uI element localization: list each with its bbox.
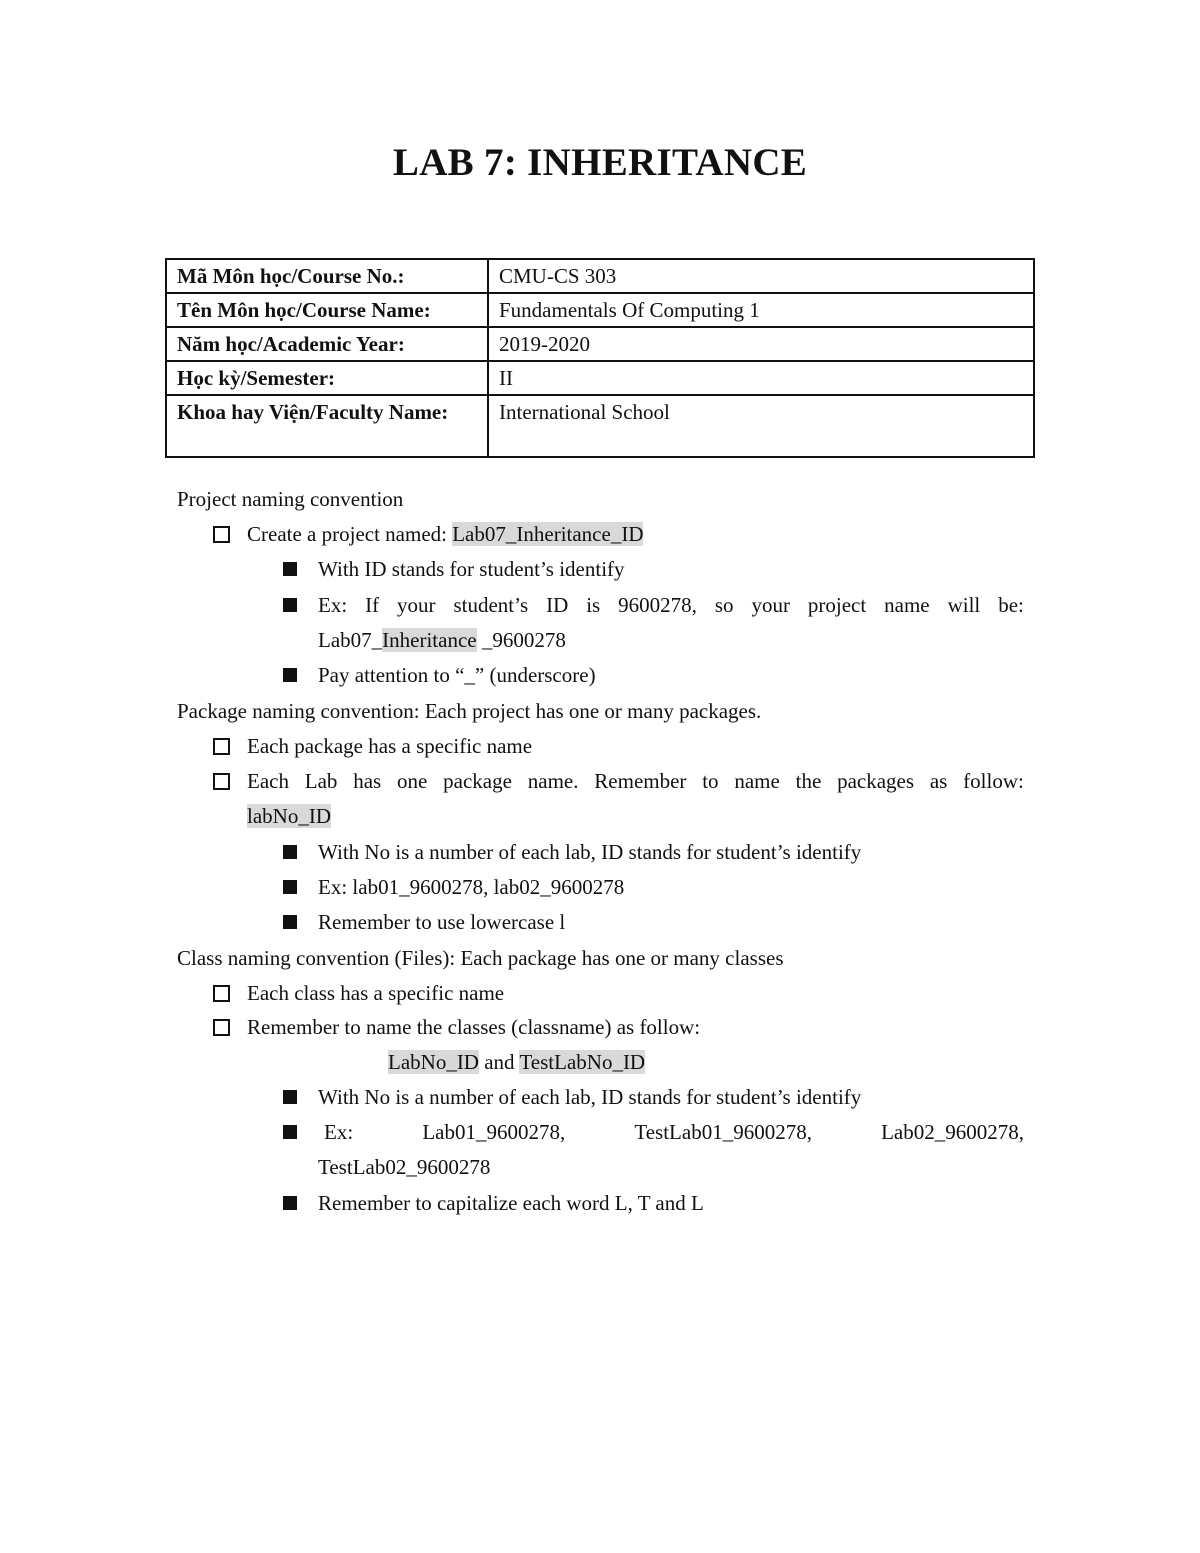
word: Ex: — [324, 1120, 354, 1144]
word: If — [365, 593, 380, 617]
list-item-continuation — [247, 799, 331, 834]
table-row — [166, 395, 1034, 457]
word: your — [397, 593, 436, 617]
table-row — [166, 259, 1034, 293]
word: name — [884, 593, 930, 617]
word: your — [751, 593, 790, 617]
table-row — [166, 361, 1034, 395]
word: Each — [247, 769, 289, 793]
list-item-text: Create a project named: — [247, 522, 453, 546]
word: package — [443, 769, 512, 793]
text: Lab07_ — [318, 628, 383, 652]
list-item: Remember to capitalize each word L, T and L — [318, 1191, 704, 1215]
word: name. — [527, 769, 579, 793]
word: one — [397, 769, 428, 793]
word: be: — [998, 593, 1024, 617]
class-name-pattern — [388, 1045, 645, 1080]
list-item: Pay attention to “_” (underscore) — [318, 663, 596, 687]
word: TestLab01_9600278, — [634, 1120, 812, 1144]
word: Ex: — [318, 593, 348, 617]
list-item — [324, 1115, 1024, 1150]
word: 9600278, — [618, 593, 697, 617]
list-item-continuation — [318, 623, 566, 658]
faculty-label: Khoa hay Viện/Faculty Name: — [166, 395, 488, 457]
list-item: Each package has a specific name — [247, 734, 533, 758]
section-heading-class: Class naming convention (Files): Each package has one or many classes — [177, 946, 784, 970]
square-bullet-icon — [283, 870, 297, 905]
word: will — [947, 593, 981, 617]
list-item: With No is a number of each lab, ID stands for student’s identify — [318, 840, 862, 864]
course-no-value: CMU-CS 303 — [488, 259, 1034, 293]
list-item: With No is a number of each lab, ID stands for student’s identify — [318, 1085, 862, 1109]
square-bullet-icon — [283, 658, 297, 693]
course-no-label: Mã Môn học/Course No.: — [166, 259, 488, 293]
word: has — [353, 769, 382, 793]
square-bullet-icon — [283, 588, 297, 623]
table-row — [166, 293, 1034, 327]
checkbox-bullet-icon — [213, 1010, 230, 1045]
word: the — [795, 769, 822, 793]
square-bullet-icon — [283, 552, 297, 587]
table-row — [166, 327, 1034, 361]
course-name-label: Tên Môn học/Course Name: — [166, 293, 488, 327]
faculty-value: International School — [488, 395, 1034, 457]
list-item — [247, 517, 643, 552]
highlight-text: TestLabNo_ID — [519, 1050, 646, 1074]
word: Lab01_9600278, — [422, 1120, 566, 1144]
list-item: With ID stands for student’s identify — [318, 557, 625, 581]
checkbox-bullet-icon — [213, 976, 230, 1011]
word: to — [702, 769, 719, 793]
word: Lab02_9600278, — [881, 1120, 1024, 1144]
highlight-text: LabNo_ID — [388, 1050, 479, 1074]
word: follow: — [963, 769, 1024, 793]
word: as — [929, 769, 948, 793]
list-item: Remember to name the classes (classname) as follow: — [247, 1015, 701, 1039]
checkbox-bullet-icon — [213, 729, 230, 764]
list-item: Remember to use lowercase l — [318, 910, 566, 934]
checkbox-bullet-icon — [213, 764, 230, 799]
checkbox-bullet-icon — [213, 517, 230, 552]
word: name — [734, 769, 780, 793]
square-bullet-icon — [283, 835, 297, 870]
list-item: Ex: lab01_9600278, lab02_9600278 — [318, 875, 625, 899]
section-heading-project: Project naming convention — [177, 487, 404, 511]
text: and — [478, 1050, 520, 1074]
academic-year-value: 2019-2020 — [488, 327, 1034, 361]
list-item-continuation: TestLab02_9600278 — [318, 1155, 491, 1179]
square-bullet-icon — [283, 1080, 297, 1115]
word: so — [714, 593, 734, 617]
word: ID — [546, 593, 569, 617]
highlight-text: Inheritance — [382, 628, 477, 652]
word: project — [807, 593, 867, 617]
word: Remember — [594, 769, 687, 793]
page-title: LAB 7: INHERITANCE — [392, 141, 808, 184]
square-bullet-icon — [283, 1115, 297, 1150]
word: is — [586, 593, 601, 617]
highlight-text: labNo_ID — [247, 804, 331, 828]
word: Lab — [304, 769, 338, 793]
semester-value: II — [488, 361, 1034, 395]
highlight-text: Lab07_Inheritance_ID — [452, 522, 644, 546]
course-name-value: Fundamentals Of Computing 1 — [488, 293, 1034, 327]
square-bullet-icon — [283, 1186, 297, 1221]
course-info-table — [165, 258, 1035, 458]
word: packages — [837, 769, 915, 793]
square-bullet-icon — [283, 905, 297, 940]
academic-year-label: Năm học/Academic Year: — [166, 327, 488, 361]
section-heading-package: Package naming convention: Each project has one or many packages. — [177, 699, 762, 723]
text: _9600278 — [476, 628, 566, 652]
list-item — [318, 588, 1024, 623]
list-item — [247, 764, 1024, 799]
list-item: Each class has a specific name — [247, 981, 505, 1005]
word: student’s — [453, 593, 529, 617]
semester-label: Học kỳ/Semester: — [166, 361, 488, 395]
